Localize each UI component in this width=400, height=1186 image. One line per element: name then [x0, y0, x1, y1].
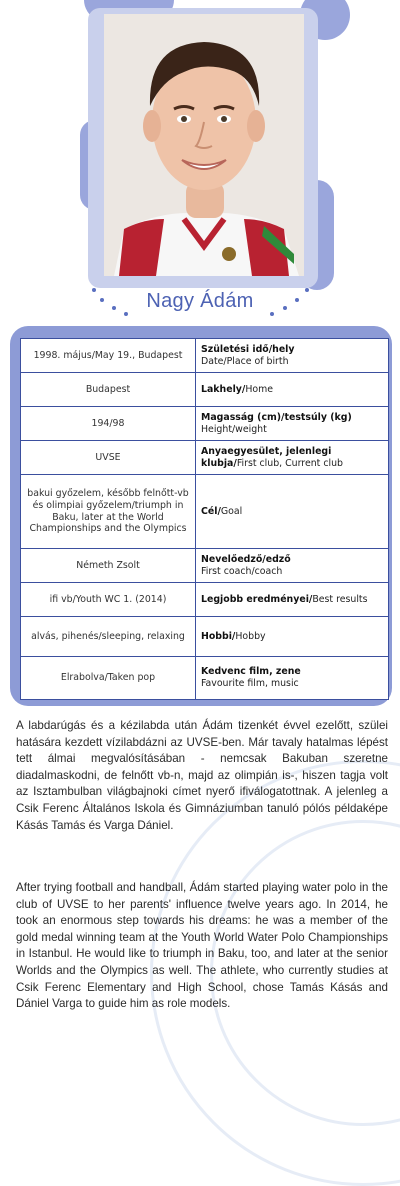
info-value: Elrabolva/Taken pop [21, 657, 196, 700]
info-label-bold: Legjobb eredményei/ [201, 593, 313, 605]
info-label-bold: Születési idő/hely [201, 343, 295, 355]
info-label-rest: First coach/coach [201, 565, 283, 577]
info-value: ifi vb/Youth WC 1. (2014) [21, 583, 196, 617]
english-paragraph: After trying football and handball, Ádám started playing water polo in the club of UVSE to her parents' influence twelve years ago. In 2014, he took an enormous step towards his dreams: he was a member of the gold medal winning team at the Youth World Water Polo Championships in Istanbul. He would like to triumph in Baku, too, and later at the senior Worlds and the Olympics as well. The athlete, who currently studies at Csik Ferenc Elementary and High School, chose Tamás Kásás and Dániel Varga to guide him as role models. [16, 881, 388, 1011]
info-label [196, 441, 389, 475]
info-label-bold: Lakhely/ [201, 383, 246, 395]
info-label [196, 373, 389, 407]
info-row [21, 407, 389, 441]
info-row [21, 583, 389, 617]
info-value: 1998. május/May 19., Budapest [21, 339, 196, 373]
info-label-bold: Kedvenc film, zene [201, 666, 301, 678]
info-label-bold: Magasság (cm)/testsúly (kg) [201, 411, 352, 423]
info-label-rest: Home [245, 383, 274, 395]
athlete-portrait-icon [104, 14, 304, 276]
info-label-bold: Nevelőedző/edző [201, 553, 291, 565]
info-row [21, 549, 389, 583]
info-label [196, 657, 389, 700]
info-value: UVSE [21, 441, 196, 475]
info-row [21, 617, 389, 657]
info-label-rest: Favourite film, music [201, 678, 299, 689]
info-label-rest: Goal [220, 505, 243, 517]
info-label-rest: First club, Current club [236, 457, 343, 469]
info-label-bold: Hobbi/ [201, 630, 236, 642]
info-label [196, 475, 389, 549]
info-table [20, 338, 389, 700]
info-label [196, 407, 389, 441]
info-label [196, 549, 389, 583]
info-label-rest: Date/Place of birth [201, 355, 289, 367]
info-row [21, 441, 389, 475]
info-label [196, 583, 389, 617]
info-label [196, 339, 389, 373]
info-row [21, 657, 389, 700]
info-row [21, 339, 389, 373]
info-label [196, 617, 389, 657]
hungarian-paragraph: A labdarúgás és a kézilabda után Ádám tizenkét évvel ezelőtt, szülei hatására kezdett vízilabdázni az UVSE-ben. Már tavaly hatalmas lépést tett álmai megvalósításában - nemcsak Bakuban szeretne diadalmaskodni, de felnőtt vb-n, majd az olimpián is-, hiszen tagja volt az Isztambulban világbajnoki címet nyerő ifiválogatottnak. A jelenleg a Csik Ferenc Általános Iskola és Gimnáziumban tanuló pólós példaképe Kásás Tamás és Varga Dániel. [16, 719, 388, 832]
info-label-rest: Best results [312, 593, 368, 605]
athlete-name: Nagy Ádám [146, 290, 254, 312]
info-label-rest: Height/weight [201, 423, 267, 435]
info-value: alvás, pihenés/sleeping, relaxing [21, 617, 196, 657]
info-value: bakui győzelem, később felnőtt-vb és olimpiai győzelem/triumph in Baku, later at the World Championships and the Olympics [21, 475, 196, 549]
info-label-bold: Anyaegyesület, jelenlegi klubja/ [201, 445, 332, 469]
info-value: Budapest [21, 373, 196, 407]
athlete-photo [104, 14, 304, 276]
info-label-bold: Cél/ [201, 505, 221, 517]
info-value: Németh Zsolt [21, 549, 196, 583]
info-label-rest: Hobby [235, 630, 266, 642]
info-row [21, 373, 389, 407]
info-row [21, 475, 389, 549]
info-value: 194/98 [21, 407, 196, 441]
